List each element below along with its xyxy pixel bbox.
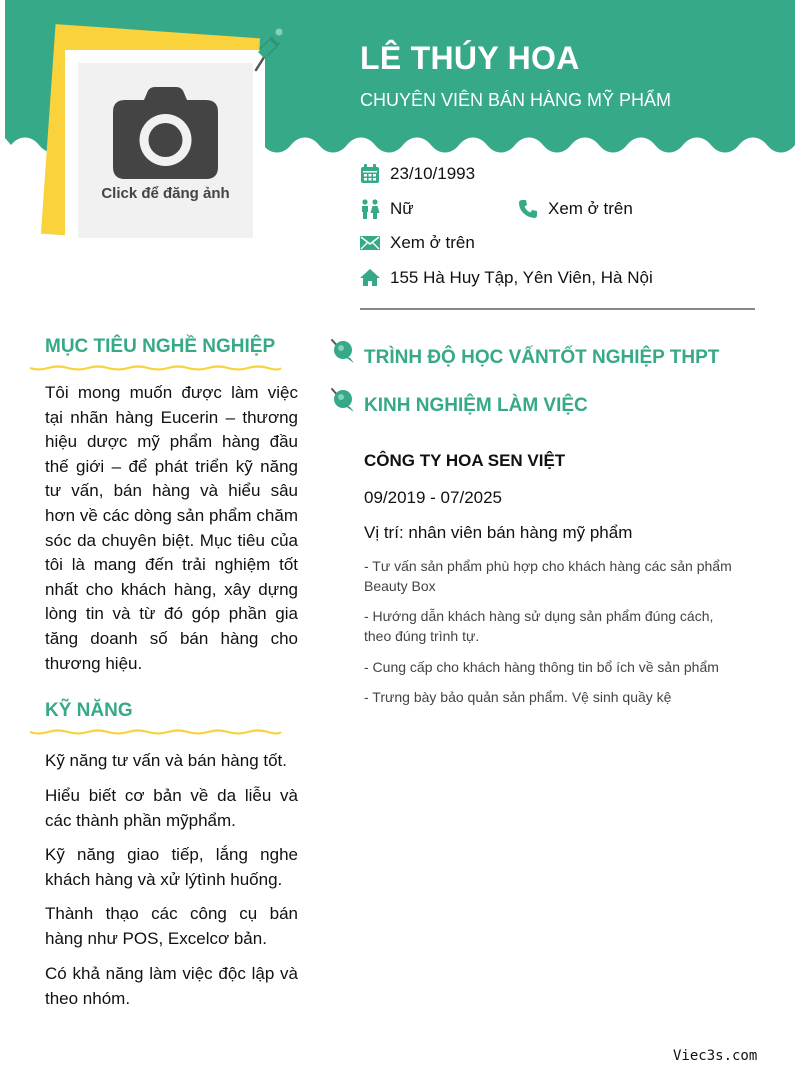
gender-row (360, 199, 414, 219)
section-underline (28, 362, 283, 374)
phone-value: Xem ở trên (548, 199, 633, 218)
birthday-value: 23/10/1993 (390, 164, 476, 183)
email-value: Xem ở trên (390, 233, 475, 252)
photo-frame (65, 50, 265, 250)
phone-icon (518, 199, 538, 219)
envelope-icon (360, 233, 380, 253)
photo-upload[interactable] (78, 63, 253, 238)
job-title: CHUYÊN VIÊN BÁN HÀNG MỸ PHẨM (360, 90, 672, 110)
candidate-name: LÊ THÚY HOA (360, 40, 580, 76)
phone-row (518, 199, 633, 219)
gender-value: Nữ (390, 199, 414, 218)
section-underline (28, 726, 283, 738)
skill-item: Kỹ năng tư vấn và bán hàng tốt. (45, 751, 287, 770)
calendar-icon (360, 164, 380, 184)
duty-item: - Hướng dẫn khách hàng sử dụng sản phẩm đúng cách, theo đúng trình tự. (364, 608, 714, 644)
email-row (360, 233, 475, 253)
camera-icon (113, 87, 218, 179)
duty-item: - Cung cấp cho khách hàng thông tin bổ ích về sản phẩm (364, 659, 719, 675)
people-icon (360, 199, 380, 219)
birthday-row (360, 164, 475, 184)
experience-heading: KINH NGHIỆM LÀM VIỆC (364, 395, 588, 416)
photo-caption: Click để đăng ảnh (101, 185, 230, 202)
work-period: 09/2019 - 07/2025 (364, 488, 503, 507)
pushpin-icon (328, 385, 356, 415)
work-position: Vị trí: nhân viên bán hàng mỹ phẩm (364, 523, 633, 542)
objective-heading: MỤC TIÊU NGHỀ NGHIỆP (45, 336, 276, 357)
skills-heading: KỸ NĂNG (45, 700, 133, 721)
address-value: 155 Hà Huy Tập, Yên Viên, Hà Nội (390, 268, 653, 287)
education-heading: TRÌNH ĐỘ HỌC VẤNTỐT NGHIỆP THPT (364, 347, 720, 368)
watermark: Viec3s.com (673, 1048, 758, 1064)
skill-item: Hiểu biết cơ bản về da liễu và các thành phần mỹphẩm. (45, 786, 298, 830)
pushpin-icon (328, 336, 356, 366)
address-row (360, 268, 653, 288)
skill-item: Có khả năng làm việc độc lập và theo nhóm. (45, 964, 298, 1008)
skill-item: Kỹ năng giao tiếp, lắng nghe khách hàng và xử lýtình huống. (45, 845, 298, 889)
home-icon (360, 268, 380, 288)
pushpin-icon (248, 22, 292, 74)
objective-text: Tôi mong muốn được làm việc tại nhãn hàng Eucerin – thương hiệu dược mỹ phẩm hàng đầu thế giới – để phát triển kỹ năng tư vấn, bán hàng và hiểu sâu hơn về các dòng sản phẩm chăm sóc da chuyên biệt. Mục tiêu của tôi là mang đến trải nghiệm tốt nhất cho khách hàng, xây dựng lòng tin và từ đó góp phần gia tăng doanh số bán hàng cho thương hiệu. (45, 383, 298, 673)
company-name: CÔNG TY HOA SEN VIỆT (364, 451, 566, 470)
contact-divider (360, 308, 755, 310)
duty-item: - Trưng bày bảo quản sản phẩm. Vệ sinh quầy kệ (364, 689, 672, 705)
duty-item: - Tư vấn sản phẩm phù hợp cho khách hàng các sản phẩm Beauty Box (364, 558, 732, 594)
skill-item: Thành thạo các công cụ bán hàng như POS, Excelcơ bản. (45, 904, 298, 948)
